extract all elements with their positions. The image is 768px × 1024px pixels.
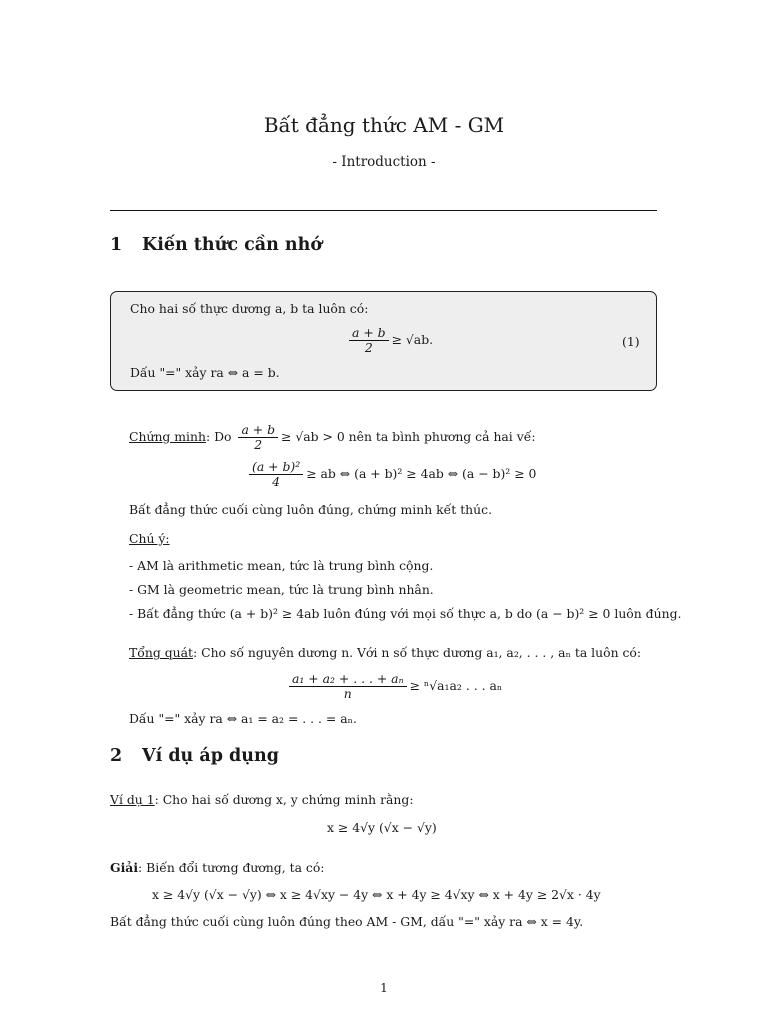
general-line [129,645,641,660]
box-formula-rhs: ≥ √ab. [391,332,434,347]
example-1-line [110,792,414,807]
box-formula: $\frac{a + b}{2}$ ≥ √ab. [346,326,433,355]
general-formula [286,672,502,701]
solution-chain: x ≥ 4√y (√x − √y) ⇔ x ≥ 4√xy − 4y ⇔ x + 4y ≥ 4√xy ⇔ x + 4y ≥ 2√x · 4y [152,887,601,902]
section-1-heading [110,235,322,255]
example-1-text: : Cho hai số dương x, y chứng minh rằng: [154,792,414,807]
proof-post: ≥ √ab > 0 nên ta bình phương cả hai vế: [281,429,536,444]
general-label: Tổng quát [129,645,193,660]
box-eq-number: (1) [622,334,640,349]
solution-line [110,860,324,875]
example-1-formula: x ≥ 4√y (√x − √y) [327,820,437,835]
document-subtitle: - Introduction - [332,154,436,170]
proof-line: Chứng minh: Do $\frac{a + b}{2}$ ≥ √ab > 0 nên ta bình phương cả hai vế: [129,422,536,452]
example-1-label: Ví dụ 1 [110,792,155,807]
proof-equation: $\frac{\text{(a + b)²}}{4}$ ≥ ab ⇔ (a + b)² ≥ 4ab ⇔ (a − b)² ≥ 0 [246,460,536,489]
note-label: Chú ý: [129,531,170,546]
proof-eq-rest: ≥ ab ⇔ (a + b)² ≥ 4ab ⇔ (a − b)² ≥ 0 [306,466,537,481]
section-1-number: 1 [110,235,123,255]
page-number: 1 [380,981,388,995]
general-text: : Cho số nguyên dương n. Với n số thực dương a₁, a₂, . . . , aₙ ta luôn có: [192,645,642,660]
box-intro: Cho hai số thực dương a, b ta luôn có: [130,301,369,316]
note-item: - Bất đẳng thức (a + b)² ≥ 4ab luôn đúng với mọi số thực a, b do (a − b)² ≥ 0 luôn đúng. [129,606,682,621]
note-item: - GM là geometric mean, tức là trung bình nhân. [129,582,434,597]
solution-conclusion: Bất đẳng thức cuối cùng luôn đúng theo AM - GM, dấu "=" xảy ra ⇔ x = 4y. [110,914,584,929]
general-denominator: n [343,686,352,701]
box-equality: Dấu "=" xảy ra ⇔ a = b. [130,365,280,380]
theorem-box [110,291,657,391]
section-2-number: 2 [110,746,123,766]
title-rule [110,210,657,211]
general-equality: Dấu "=" xảy ra ⇔ a₁ = a₂ = . . . = aₙ. [129,711,357,726]
solution-text: : Biến đổi tương đương, ta có: [138,860,325,875]
section-2-heading [110,746,279,766]
proof-pre: : Do [205,429,232,444]
proof-label: Chứng minh [129,429,206,444]
note-item: - AM là arithmetic mean, tức là trung bình cộng. [129,558,434,573]
section-2-title: Ví dụ áp dụng [142,746,279,766]
solution-label: Giải [110,860,139,875]
general-numerator: a₁ + a₂ + . . . + aₙ [289,672,407,687]
section-1-title: Kiến thức cần nhớ [142,235,323,255]
document-title: Bất đẳng thức AM - GM [263,113,505,137]
proof-conclusion: Bất đẳng thức cuối cùng luôn đúng, chứng minh kết thúc. [129,502,493,517]
general-rhs: ≥ ⁿ√a₁a₂ . . . aₙ [409,678,503,693]
